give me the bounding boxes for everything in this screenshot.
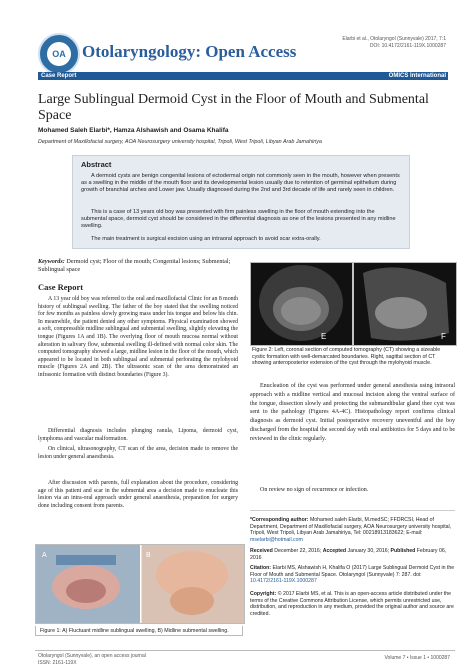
accepted-date: January 30, 2016; xyxy=(347,548,390,554)
copyright-label: Copyright: xyxy=(250,591,277,597)
keywords-text: Dermoid cyst; Floor of the mouth; Congenital lesions; Submental; Sublingual space xyxy=(38,258,231,273)
article-affiliation: Department of Maxillofacial surgery, AOA Neurosurgery university hospital, Tripoli, West Tripoli, Libyan Arab Jamahiriya xyxy=(38,139,322,145)
figure-1-caption: Figure 1: A) Fluctuant midline sublingual swelling, B) Midline submental swelling. xyxy=(35,626,243,636)
received-date: December 22, 2016; xyxy=(274,548,322,554)
corresponding-label: *Corresponding author: xyxy=(250,517,309,523)
citation-text: Elarbi MS, Alshawish H, Khalifa O (2017) Large Sublingual Dermoid Cyst in the Floor of Mouth and Submental Space. Otolaryngol (Sunnyvale) 7: 287. doi: xyxy=(250,565,455,578)
figure-2-ct-images xyxy=(250,262,457,346)
copyright-block xyxy=(250,591,455,617)
footer-divider xyxy=(35,650,455,651)
surgery-paragraph: Enucleation of the cyst was performed under general anesthesia using intraoral approach with a midline vertical and mucosal incision along the ventral surface of the tongue, dissection slowly and protecting the submandibular gland thee cyst was sent to the pathology (Figures 4A-4C). Histopathology report confirms clinical diagnosis as dermoid cyst. Initial postoperative recovery uneventful and the boy discharged from the hospital the second day with oral antibiotics for 5 days and to be reviewed in the clinic regularly. xyxy=(250,383,455,442)
article-info-box xyxy=(250,510,455,617)
footer-journal-line: Otolaryngol (Sunnyvale), an open access journal xyxy=(38,653,146,659)
copyright-text: © 2017 Elarbi MS, et al. This is an open-access article distributed under the terms of the Creative Commons Attribution License, which permits unrestricted use, distribution, and reproduction in any medium, provided the original author and source are credited. xyxy=(250,591,454,617)
citation-doi[interactable]: DOI: 10.4172/2161-119X.1000287 xyxy=(369,43,446,49)
case-report-paragraph-1: A 13 year old boy was referred to the oral and maxillofacial Clinic for an 8 month history of sublingual swelling. The father of the boy stated that the swelling noticed for few months as painless slowly growing mass under his tongue and below his chin. In meanwhile, the patient denied any other symptoms. Physical examination showed a soft, compressible midline sublingual and submental swelling, slightly elevating the tongue (Figures 1A and 1B). The overlying floor of mouth mucosa normal without alteration in salivary flow, submental swelling ill-defined with normal color skin. The computed tomography showed a large, midline lesion in the floor of the mouth, which appeared to be located in both sublingual and submental perforating the mylohyoid muscle (Figures 2A and 2B). The ultrasonic scan of the area demonstrated an infrasonic formation with distinct boundaries (Figure 3). xyxy=(38,296,238,378)
received-label: Received xyxy=(250,548,273,554)
footer-issn: ISSN: 2161-119X xyxy=(38,659,77,666)
figure-2-label-f: F xyxy=(441,332,446,341)
corresponding-text: Mohamed saleh Elarbi, M.medSC; FFDRCSI, Head of Department, Department of Maxillofacial surgery, AOA Neurosurgery university hospital, Tripoli, West Tripoli, Libyan Arab Jamahiriya, Tel: 00218913183622; E-mail: xyxy=(250,517,452,537)
citation-block xyxy=(250,565,455,585)
logo-mark: OA xyxy=(47,42,71,66)
publisher-label: OMICS International xyxy=(388,73,446,79)
published-label: Published xyxy=(390,548,416,554)
citation-header xyxy=(296,36,446,50)
figure-2-caption: Figure 2: Left, coronal section of computed tomography (CT) showing a sizeable cystic formation with well-demarcated boundaries. Right, sagittal section of CT showing anteroposterior extension of the cyst through the mylohyoid muscle. xyxy=(252,347,441,366)
dates-line xyxy=(250,548,455,561)
author-email-link[interactable]: mselarbi@hotmail.com xyxy=(250,536,303,543)
figure-1-clinical-photos xyxy=(35,544,245,624)
case-report-paragraph-4: After discussion with parents, full explanation about the procedure, considering age of this patient and scar in the submental area a decision made to enucleate this lesion via an intra-oral approach under general anaesthesia, preparation for surgery done including consent from parents. xyxy=(38,480,238,509)
review-paragraph: On review no sign of recurrence or infection. xyxy=(260,487,369,493)
ct-scan-illustration xyxy=(251,263,456,345)
footer-journal-info xyxy=(38,653,146,666)
journal-logo xyxy=(38,33,80,75)
figure-2-label-e: E xyxy=(321,332,327,341)
section-label: Case Report xyxy=(41,73,77,79)
citation-label: Citation: xyxy=(250,565,272,571)
journal-name: Otolaryngology: Open Access xyxy=(82,42,297,61)
accepted-label: Accepted xyxy=(322,548,347,554)
case-report-heading: Case Report xyxy=(38,282,84,292)
keywords xyxy=(38,258,238,274)
figure-1-label-b: B xyxy=(146,552,151,559)
abstract-paragraph-2: This is a case of 13 years old boy was presented with firm painless swelling in the floor of mouth extending into the submental space, dermoid cyst should be considered in the differential diagnosis as one of the lesions presented in any midline swelling. xyxy=(81,209,396,230)
corresponding-author xyxy=(250,517,455,543)
abstract-paragraph-3: The main treatment is surgical excision using an intraoral approach to avoid scar extra-orally. xyxy=(91,236,321,242)
citation-line-1: Elarbi et al., Otolaryngol (Sunnyvale) 2017, 7:1 xyxy=(342,36,446,42)
abstract-box xyxy=(72,155,410,249)
published-date: February 06, 2016 xyxy=(250,548,447,561)
footer-volume: Volume 7 • Issue 1 • 1000287 xyxy=(384,655,450,661)
abstract-paragraph-1: A dermoid cysts are benign congenital lesions of ectodermal origin not commonly seen in the mouth, however when presents as a swelling in the middle of the mouth floor and its developmental lesion usually due to retention of germinal epithelium during growth of branchial arches and Lower jaw. Usually diagnosed during the 2nd and 3rd decade of life and rarely seen in children. xyxy=(81,173,400,194)
article-title: Large Sublingual Dermoid Cyst in the Floor of Mouth and Submental Space xyxy=(38,92,429,123)
case-report-paragraph-3: On clinical, ultrasonography, CT scan of the area, decision made to remove the lesion under general anaesthesia. xyxy=(38,446,238,460)
doi-link[interactable]: 10.4172/2161-119X.1000287 xyxy=(250,578,317,585)
article-authors: Mohamed Saleh Elarbi*, Hamza Alshawish and Osama Khalifa xyxy=(38,127,229,134)
abstract-heading: Abstract xyxy=(81,160,112,169)
figure-1-label-a: A xyxy=(42,552,47,559)
case-report-paragraph-2: Differential diagnosis includes plunging ranula, Lipoma, dermoid cyst, lymphoma and vascular malformation. xyxy=(38,428,238,442)
clinical-photo-illustration xyxy=(36,545,244,623)
keywords-label: Keywords: xyxy=(38,258,65,265)
